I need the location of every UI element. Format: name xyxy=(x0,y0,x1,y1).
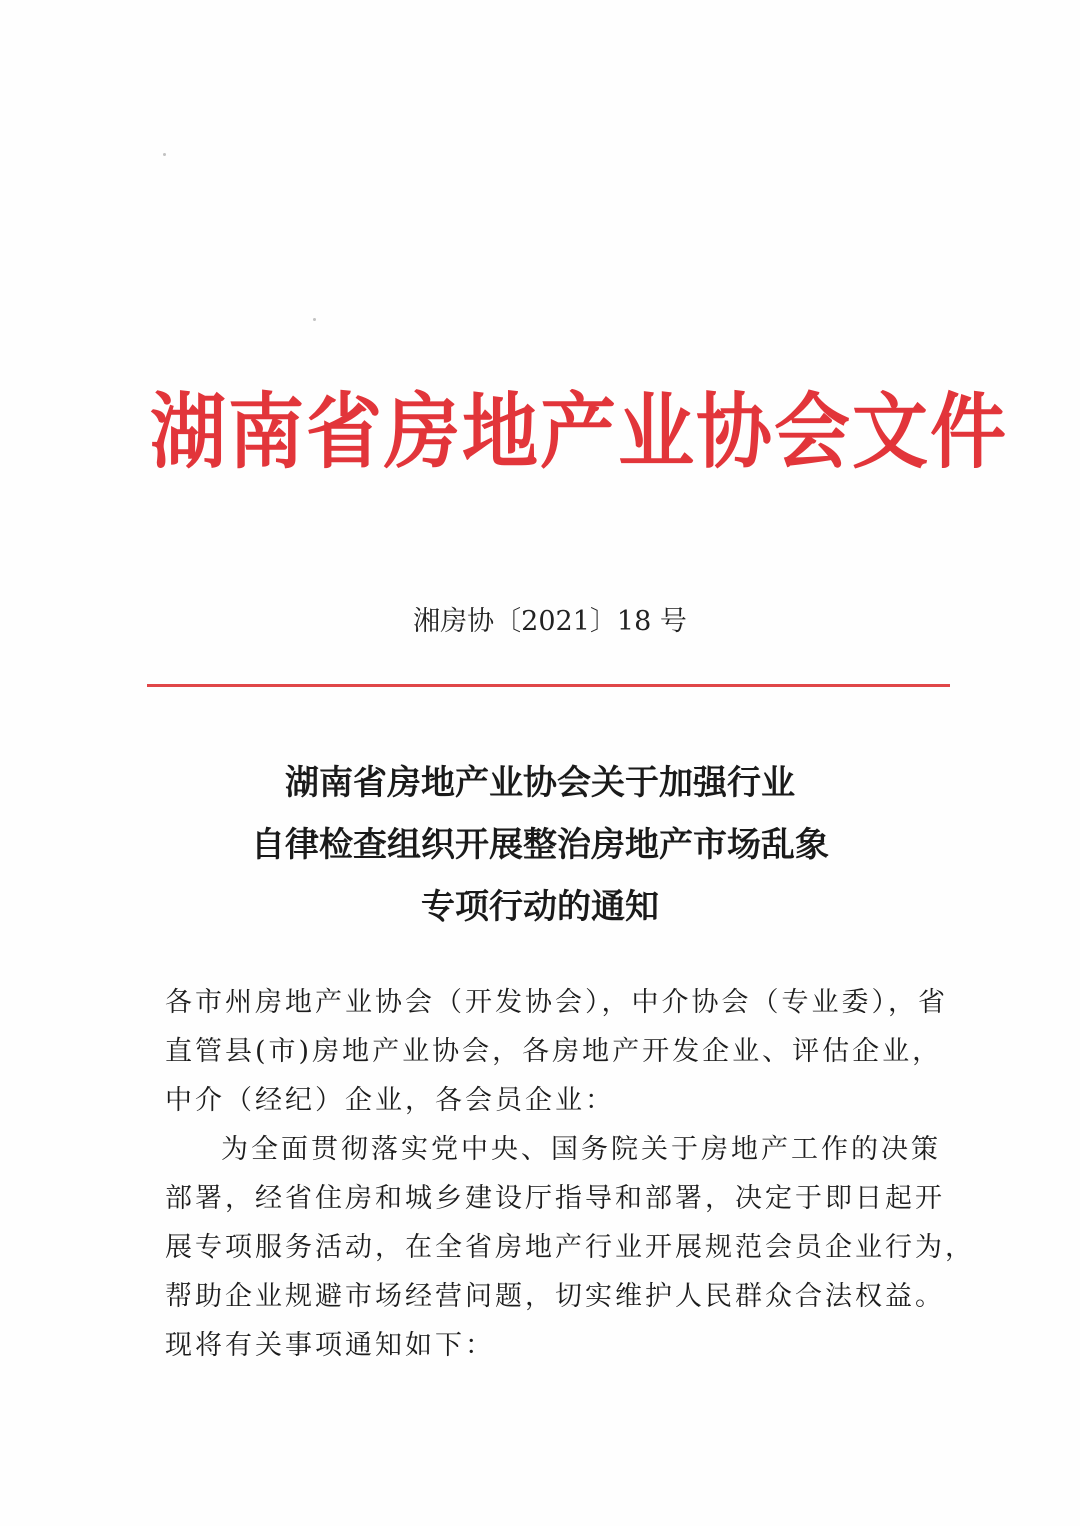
red-divider-line xyxy=(147,684,950,687)
addressee-line: 直管县(市)房地产业协会，各房地产开发企业、评估企业， xyxy=(165,1036,943,1067)
paragraph-line: 展专项服务活动，在全省房地产行业开展规范会员企业行为， xyxy=(165,1232,975,1263)
intro-paragraph xyxy=(165,1125,975,1370)
title-line: 自律检查组织开展整治房地产市场乱象 xyxy=(251,825,829,865)
document-number: 湘房协〔2021〕18 号 xyxy=(413,606,687,637)
addressee-line: 中介（经纪）企业，各会员企业： xyxy=(165,1085,615,1116)
title-line: 专项行动的通知 xyxy=(421,887,659,927)
paragraph-line: 帮助企业规避市场经营问题，切实维护人民群众合法权益。 xyxy=(165,1281,945,1312)
masthead-title: 湖南省房地产业协会文件 xyxy=(150,383,1008,480)
addressee-line: 各市州房地产业协会（开发协会），中介协会（专业委），省 xyxy=(165,987,948,1018)
paragraph-line: 现将有关事项通知如下： xyxy=(165,1330,495,1361)
scan-speck xyxy=(163,153,166,156)
addressee-block xyxy=(165,978,948,1125)
title-line: 湖南省房地产业协会关于加强行业 xyxy=(285,763,795,803)
paragraph-line: 部署，经省住房和城乡建设厅指导和部署，决定于即日起开 xyxy=(165,1183,945,1214)
paragraph-line: 为全面贯彻落实党中央、国务院关于房地产工作的决策 xyxy=(221,1134,941,1165)
document-title xyxy=(150,752,930,938)
scan-speck xyxy=(313,318,316,321)
document-body xyxy=(165,978,975,1370)
